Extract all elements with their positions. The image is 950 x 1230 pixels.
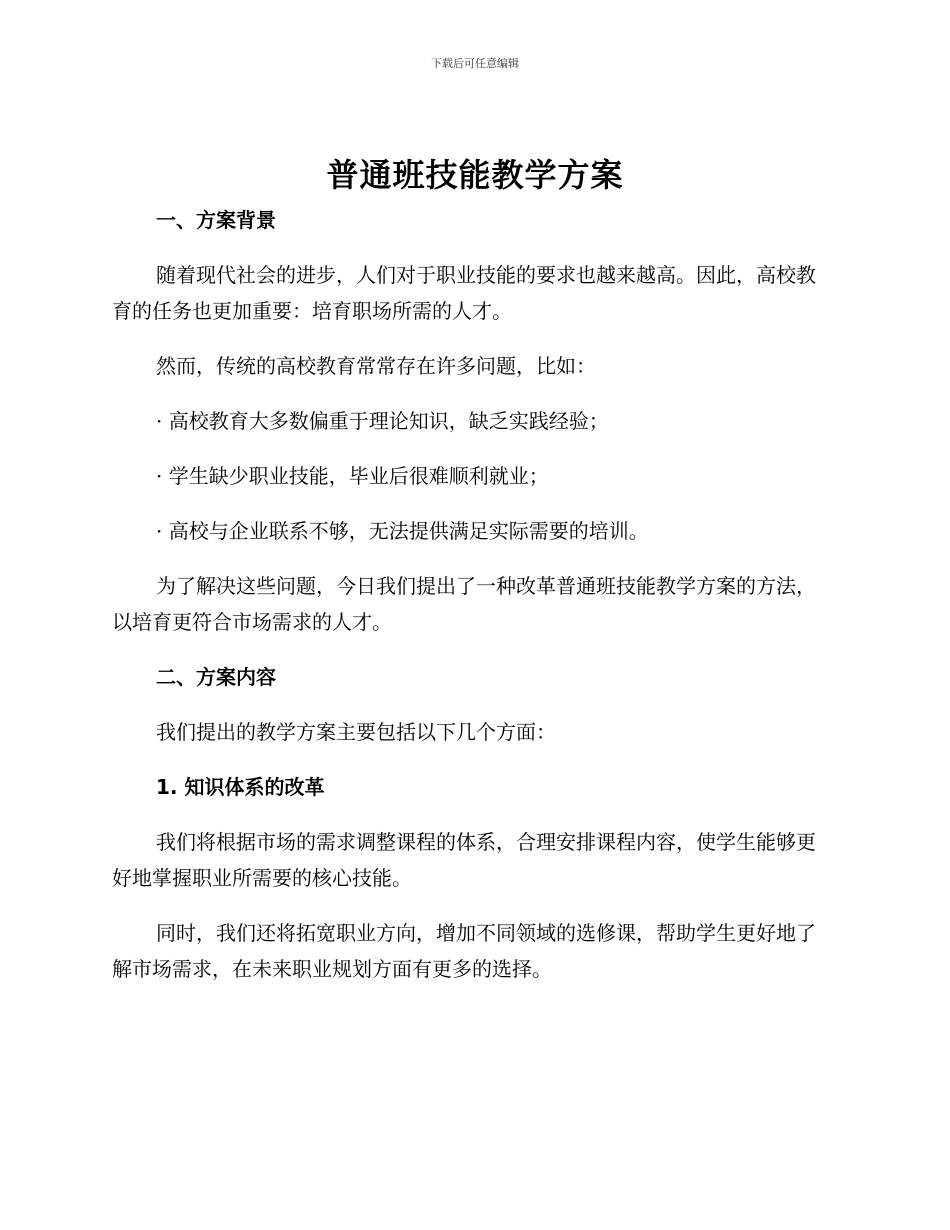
section-heading-background: 一、方案背景 (156, 208, 276, 232)
bullet-item: · 学生缺少职业技能，毕业后很难顺利就业； (156, 464, 549, 488)
paragraph: 随着现代社会的进步，人们对于职业技能的要求也越来越高。因此，高校教育的任务也更加重要：培育职场所需的人才。 (112, 263, 816, 323)
document-title: 普通班技能教学方案 (326, 156, 624, 194)
bullet-item: · 高校教育大多数偏重于理论知识，缺乏实践经验； (156, 409, 609, 433)
paragraph: 我们将根据市场的需求调整课程的体系，合理安排课程内容，使学生能够更好地掌握职业所需要的核心技能。 (112, 830, 816, 890)
paragraph: 然而，传统的高校教育常常存在许多问题，比如： (156, 354, 596, 378)
subsection-heading: 1. 知识体系的改革 (156, 775, 325, 799)
paragraph: 同时，我们还将拓宽职业方向，增加不同领域的选修课，帮助学生更好地了解市场需求，在未来职业规划方面有更多的选择。 (112, 921, 816, 981)
bullet-item: · 高校与企业联系不够，无法提供满足实际需要的培训。 (156, 519, 649, 543)
paragraph: 我们提出的教学方案主要包括以下几个方面： (156, 720, 556, 744)
document-body (112, 202, 832, 1006)
section-heading-content: 二、方案内容 (156, 665, 276, 689)
page-header: 下载后可任意编辑 (431, 57, 519, 70)
paragraph: 为了解决这些问题，今日我们提出了一种改革普通班技能教学方案的方法，以培育更符合市场需求的人才。 (112, 574, 816, 634)
